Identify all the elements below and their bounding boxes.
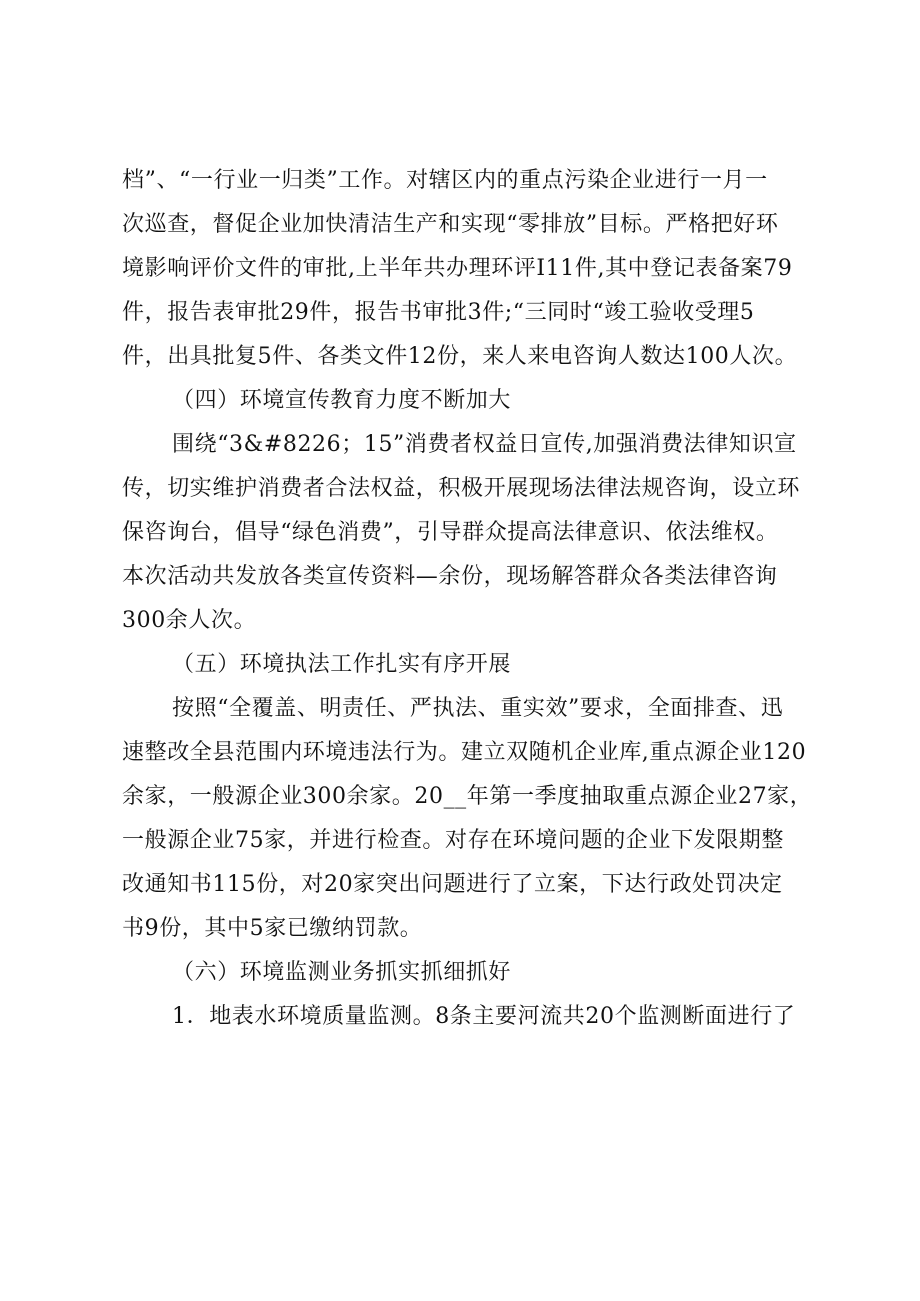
text-line: 改通知书115份，对20家突出问题进行了立案，下达行政处罚决定 — [122, 872, 783, 897]
text-line: 300余人次。 — [122, 608, 257, 633]
text-line: 本次活动共发放各类宣传资料—余份，现场解答群众各类法律咨询 — [122, 564, 778, 589]
section-heading: （五）环境执法工作扎实有序开展 — [172, 652, 512, 677]
text-line: 速整改全县范围内环境违法行为。建立双随机企业库,重点源企业120 — [122, 740, 807, 765]
text-line: 件，出具批复5件、各类文件12份，来人来电咨询人数达100人次。 — [122, 344, 798, 369]
text-line: 一般源企业75家，并进行检查。对存在环境问题的企业下发限期整 — [122, 828, 784, 853]
text-line: 围绕“3&#8226；15”消费者权益日宣传,加强消费法律知识宣 — [172, 432, 797, 457]
text-line: 件，报告表审批29件，报告书审批3件;“三同时“竣工验收受理5 — [122, 300, 755, 325]
text-line: 余家，一般源企业300余家。20__年第一季度抽取重点源企业27家， — [122, 784, 813, 809]
text-line: 按照“全覆盖、明责任、严执法、重实效”要求，全面排查、迅 — [172, 696, 784, 721]
section-heading: （四）环境宣传教育力度不断加大 — [172, 388, 512, 413]
text-line: 境影响评价文件的审批,上半年共办理环评I11件,其中登记表备案79 — [122, 256, 793, 281]
text-line: 次巡查，督促企业加快清洁生产和实现“零排放”目标。严格把好环 — [122, 212, 779, 237]
text-line: 档”、“一行业一归类”工作。对辖区内的重点污染企业进行一月一 — [122, 168, 768, 193]
text-line: 1．地表水环境质量监测。8条主要河流共20个监测断面进行了 — [172, 1004, 796, 1029]
section-heading: （六）环境监测业务抓实抓细抓好 — [172, 960, 512, 985]
text-line: 保咨询台，倡导“绿色消费”，引导群众提高法律意识、依法维权。 — [122, 520, 779, 545]
text-line: 书9份，其中5家已缴纳罚款。 — [122, 916, 423, 941]
text-line: 传，切实维护消费者合法权益，积极开展现场法律法规咨询，设立环 — [122, 476, 801, 501]
